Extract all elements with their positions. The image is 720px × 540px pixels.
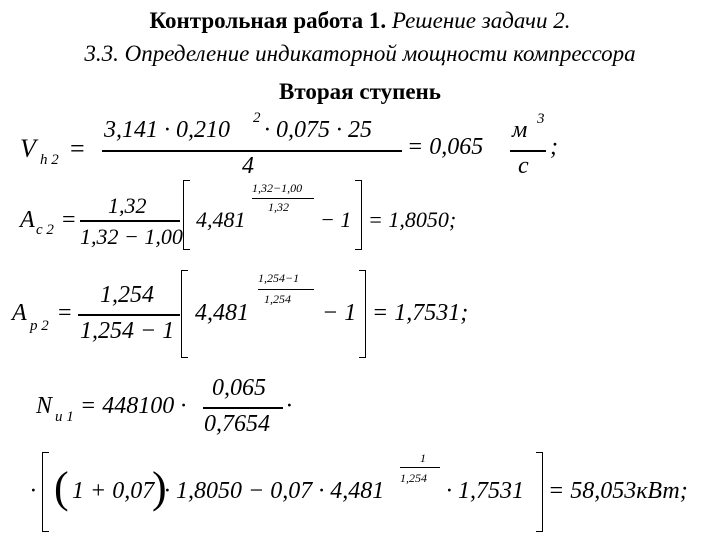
ac2-exp-bar — [252, 198, 314, 199]
tail-bracket-left — [42, 452, 49, 532]
tail-paren-content: 1 + 0,07 — [72, 478, 155, 504]
vh2-result: = 0,065 — [407, 134, 484, 160]
vh2-num-post: · 0,075 · 25 — [264, 117, 372, 143]
ac2-fraction-bar — [80, 220, 180, 222]
ap2-var: A — [12, 300, 27, 326]
ac2-exp-den: 1,32 — [268, 200, 289, 214]
slide-subtitle: 3.3. Определение индикаторной мощности компрессора — [84, 41, 636, 66]
nu1-var: N — [36, 393, 53, 419]
ap2-bracket-left — [181, 270, 188, 358]
tail-exp-num: 1 — [420, 451, 426, 465]
nu1-dot: · — [286, 393, 292, 419]
nu1-frac-num: 0,065 — [212, 375, 266, 401]
ac2-exp-num: 1,32−1,00 — [252, 181, 303, 195]
tail-end-term: · 1,7531 — [446, 478, 524, 504]
vh2-unit-bar — [510, 150, 546, 152]
vh2-denominator: 4 — [242, 153, 254, 179]
ac2-frac-num: 1,32 — [108, 193, 147, 218]
ac2-base: 4,481 — [196, 207, 246, 232]
ac2-sub: c 2 — [36, 222, 54, 238]
ap2-bracket-right — [359, 270, 366, 358]
ac2-equals: = — [62, 207, 76, 233]
ap2-sub: p 2 — [30, 318, 49, 334]
vh2-equals: = — [70, 134, 85, 163]
ap2-exp-den: 1,254 — [264, 292, 291, 306]
nu1-frac-den: 0,7654 — [204, 411, 270, 437]
tail-paren-close: ) — [152, 463, 167, 512]
tail-middle: · 1,8050 − 0,07 · 4,481 — [164, 478, 385, 504]
ap2-exp-num: 1,254−1 — [258, 271, 300, 285]
vh2-unit-exp: 3 — [537, 111, 545, 127]
title-bold: Контрольная работа 1. — [149, 8, 387, 33]
ac2-var: A — [20, 207, 35, 233]
ac2-result: = 1,8050; — [368, 207, 457, 232]
vh2-var: V — [20, 134, 36, 163]
vh2-unit-den: с — [518, 153, 529, 179]
vh2-fraction-bar — [102, 150, 402, 152]
title-italic: Решение задачи 2. — [391, 8, 571, 33]
tail-bracket-right — [536, 452, 543, 532]
ap2-exp-bar — [258, 289, 314, 290]
vh2-num-pre: 3,141 · 0,210 — [104, 117, 230, 143]
tail-exp-den: 1,254 — [400, 471, 427, 485]
vh2-sub: h 2 — [40, 152, 59, 168]
tail-lead-dot: · — [30, 478, 36, 504]
ac2-bracket-right — [355, 180, 362, 250]
nu1-eq-coef: = 448100 · — [80, 393, 187, 419]
nu1-fraction-bar — [203, 407, 283, 409]
ap2-equals: = — [58, 300, 72, 326]
vh2-end: ; — [550, 134, 558, 160]
ac2-bracket-left — [183, 180, 190, 250]
slide-title — [0, 8, 720, 34]
vh2-num-exp: 2 — [253, 110, 261, 126]
ap2-minus-one: − 1 — [322, 300, 357, 326]
section-heading: Вторая ступень — [279, 79, 441, 104]
vh2-unit-num: м — [512, 117, 528, 143]
ac2-minus-one: − 1 — [320, 207, 352, 232]
ap2-base: 4,481 — [195, 300, 249, 326]
tail-paren-open: ( — [54, 463, 69, 512]
ap2-frac-den: 1,254 − 1 — [80, 318, 175, 344]
ap2-result: = 1,7531; — [372, 300, 469, 326]
tail-exp-bar — [400, 467, 440, 468]
ap2-fraction-bar — [78, 314, 180, 316]
ac2-frac-den: 1,32 − 1,00 — [80, 224, 183, 249]
nu1-sub: u 1 — [55, 409, 74, 425]
ap2-frac-num: 1,254 — [100, 282, 154, 308]
tail-result: = 58,053кВт; — [548, 478, 688, 504]
